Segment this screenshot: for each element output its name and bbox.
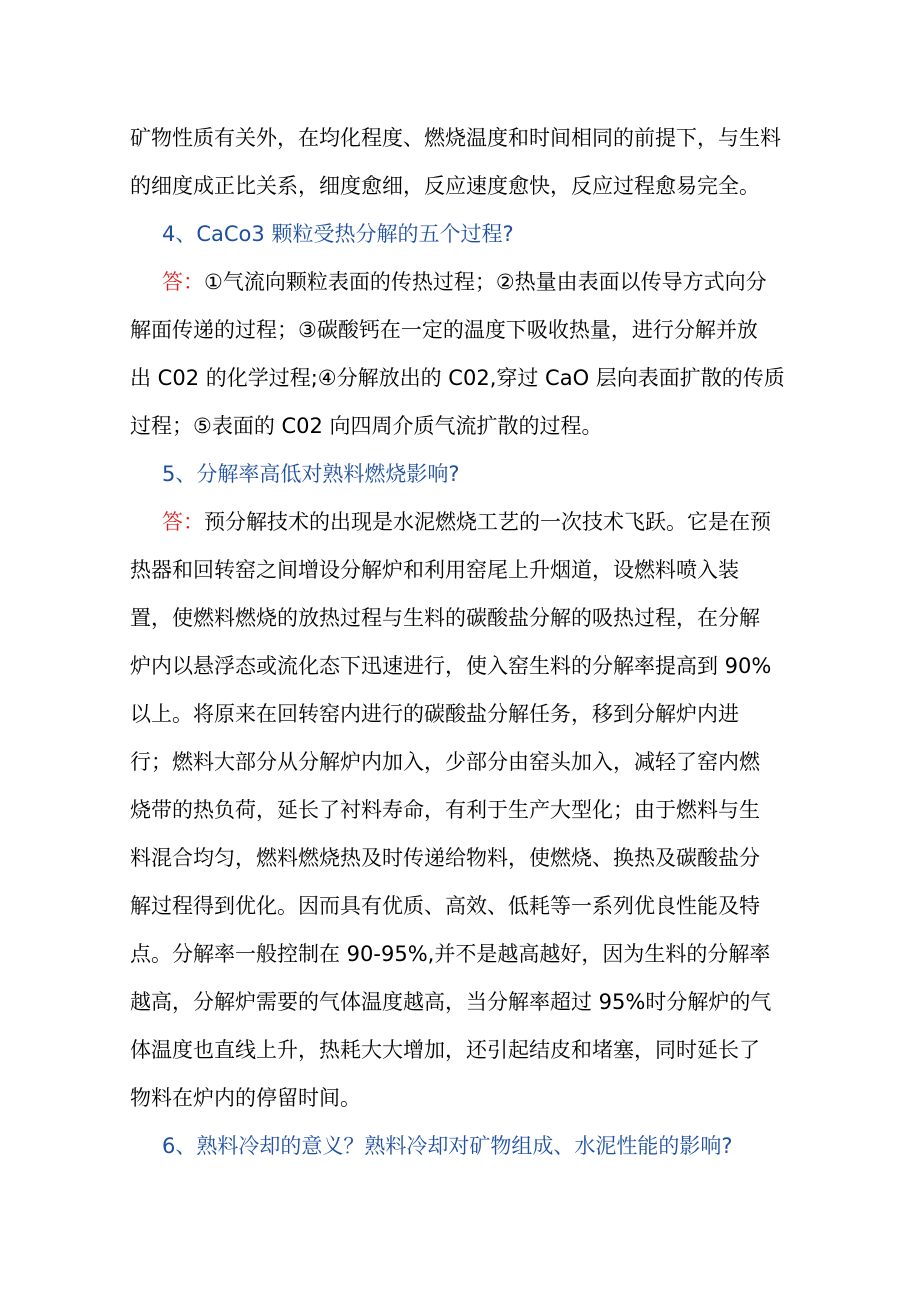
answer-5-line: 点。分解率一般控制在 90-95%,并不是越高越好，因为生料的分解率 — [130, 942, 771, 966]
answer-5-first-line — [130, 498, 798, 546]
answer-5-first-text: 预分解技术的出现是水泥燃烧工艺的一次技术飞跃。它是在预 — [204, 510, 771, 534]
answer-5-line: 体温度也直线上升，热耗大大增加，还引起结皮和堵塞，同时延长了 — [130, 1038, 760, 1062]
answer-5-line: 热器和回转窑之间增设分解炉和利用窑尾上升烟道，设燃料喷入装 — [130, 558, 739, 582]
answer-4-line: 过程；⑤表面的 C02 向四周介质气流扩散的过程。 — [130, 414, 603, 438]
question-4-heading: 4、CaCo3 颗粒受热分解的五个过程? — [162, 222, 514, 246]
answer-5-line: 炉内以悬浮态或流化态下迅速进行，使入窑生料的分解率提高到 90% — [130, 654, 772, 678]
answer-5-line: 料混合均匀，燃料燃烧热及时传递给物料，使燃烧、换热及碳酸盐分 — [130, 846, 760, 870]
answer-5-line: 越高，分解炉需要的气体温度越高，当分解率超过 95%时分解炉的气 — [130, 990, 772, 1014]
question-5-heading: 5、分解率高低对熟料燃烧影响? — [162, 462, 460, 486]
document-body — [130, 114, 798, 1170]
answer-4-first-text: ①气流向颗粒表面的传热过程；②热量由表面以传导方式向分 — [204, 270, 767, 294]
answer-4-line: 解面传递的过程；③碳酸钙在一定的温度下吸收热量，进行分解并放 — [130, 318, 758, 342]
answer-4-line: 出 C02 的化学过程;④分解放出的 C02,穿过 CaO 层向表面扩散的传质 — [130, 366, 785, 390]
intro-line-2: 的细度成正比关系，细度愈细，反应速度愈快，反应过程愈易完全。 — [130, 174, 760, 198]
answer-5-line: 行；燃料大部分从分解炉内加入，少部分由窑头加入，减轻了窑内燃 — [130, 750, 760, 774]
question-6-heading: 6、熟料冷却的意义？熟料冷却对矿物组成、水泥性能的影响? — [162, 1134, 733, 1158]
answer-5-line: 物料在炉内的停留时间。 — [130, 1086, 361, 1110]
answer-4-label: 答： — [162, 270, 204, 294]
intro-line-1: 矿物性质有关外，在均化程度、燃烧温度和时间相同的前提下，与生料 — [130, 126, 781, 150]
answer-5-line: 置，使燃料燃烧的放热过程与生料的碳酸盐分解的吸热过程，在分解 — [130, 606, 760, 630]
answer-5-line: 解过程得到优化。因而具有优质、高效、低耗等一系列优良性能及特 — [130, 894, 760, 918]
answer-5-line: 烧带的热负荷，延长了衬料寿命，有利于生产大型化；由于燃料与生 — [130, 798, 760, 822]
answer-5-line: 以上。将原来在回转窑内进行的碳酸盐分解任务，移到分解炉内进 — [130, 702, 739, 726]
answer-5-label: 答： — [162, 510, 204, 534]
answer-4-first-line — [130, 258, 798, 306]
